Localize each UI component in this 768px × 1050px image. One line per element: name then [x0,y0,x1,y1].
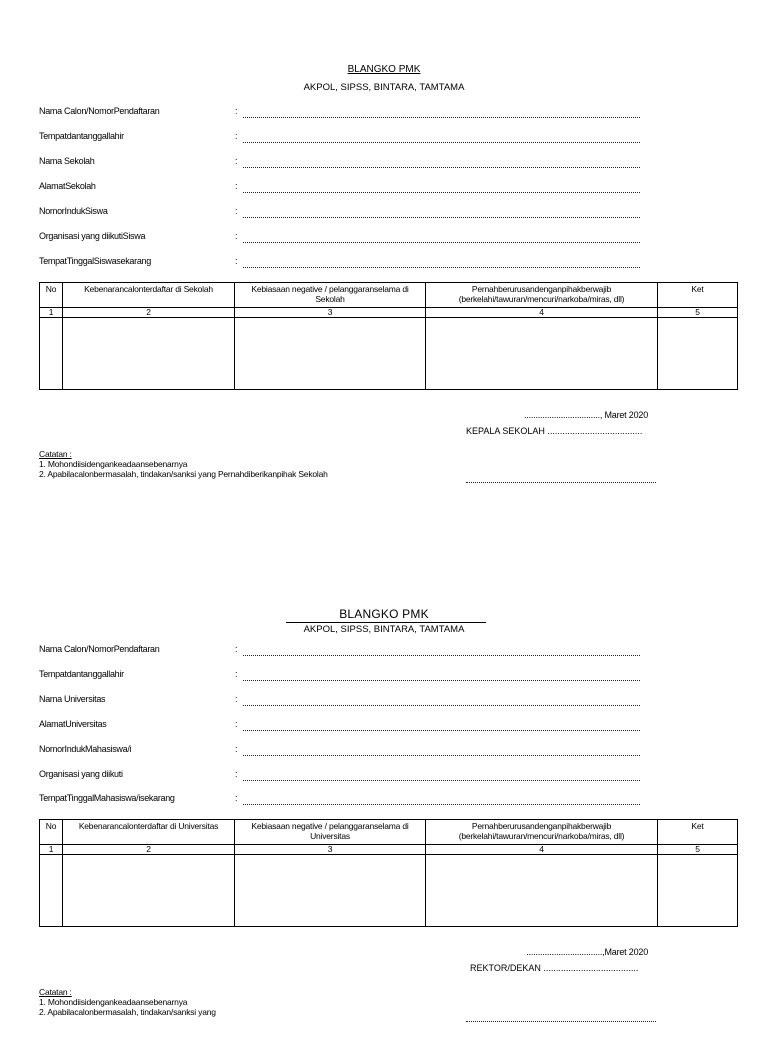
header-pernah-berurusan: Pernahberurusandenganpihakberwajib (berkelahi/tawuran/mencuri/narkoba/miras, dll) [426,283,658,308]
field-alamat-sekolah[interactable] [39,181,679,195]
column-number: 1 [40,308,63,318]
column-number: 4 [426,308,658,318]
table-cell-no[interactable] [40,318,63,390]
field-fill-line[interactable] [243,156,640,168]
table-header-row [40,820,738,845]
table-number-row [40,845,738,855]
field-nama-universitas[interactable] [39,694,679,708]
notes-heading: Catatan : [39,449,72,459]
date-line: ................................., Maret 2020 [523,410,648,420]
field-tempat-tinggal[interactable] [39,256,679,270]
table-cell-ket[interactable] [658,318,738,390]
notes [39,987,339,1017]
field-label: Nama Sekolah [39,156,95,166]
header-ket: Ket [658,820,738,845]
field-label: NomorIndukSiswa [39,206,108,216]
field-tempat-tinggal[interactable] [39,793,679,807]
note-item: 2. Apabilacalonbermasalah, tindakan/sanksi yang [39,1007,216,1017]
date-line: .................................,Maret 2020 [526,947,648,957]
field-label: Tempatdantanggallahir [39,669,124,679]
field-fill-line[interactable] [243,669,640,681]
field-nomor-induk[interactable] [39,206,679,220]
signatory-line: KEPALA SEKOLAH ...................................... [466,426,643,436]
field-colon: : [235,106,238,116]
column-number: 5 [658,308,738,318]
table-row [40,855,738,927]
signature-fill-line[interactable] [466,1012,656,1022]
form-sekolah [0,0,768,512]
header-kebiasaan: Kebiasaan negative / pelanggaranselama di Universitas [235,820,426,845]
signature-fill-line[interactable] [466,473,656,483]
column-number: 1 [40,845,63,855]
table-cell-kebiasaan[interactable] [235,318,426,390]
table-cell-kebenaran[interactable] [63,855,235,927]
field-fill-line[interactable] [243,206,640,218]
form-subtitle: AKPOL, SIPSS, BINTARA, TAMTAMA [303,82,465,93]
field-colon: : [235,644,238,654]
header-ket: Ket [658,283,738,308]
field-fill-line[interactable] [243,793,640,805]
column-number: 2 [63,308,235,318]
field-organisasi[interactable] [39,769,679,783]
table-cell-pernah-berurusan[interactable] [426,855,658,927]
field-fill-line[interactable] [243,719,640,731]
field-nama-calon[interactable] [39,644,679,658]
table-cell-no[interactable] [40,855,63,927]
field-label: Nama Calon/NomorPendaftaran [39,106,160,116]
field-colon: : [235,694,238,704]
field-label: AlamatSekolah [39,181,96,191]
field-fill-line[interactable] [243,181,640,193]
field-fill-line[interactable] [243,231,640,243]
header-kebenaran: Kebenarancalonterdaftar di Universitas [63,820,235,845]
form-subtitle: AKPOL, SIPSS, BINTARA, TAMTAMA [303,624,465,635]
title-underline [286,622,486,623]
column-number: 3 [235,845,426,855]
field-colon: : [235,793,238,803]
note-item: 2. Apabilacalonbermasalah, tindakan/sanksi yang Pernahdiberikanpihak Sekolah [39,469,328,479]
field-fill-line[interactable] [243,131,640,143]
form-title: BLANGKO PMK [339,607,429,621]
field-label: NomorIndukMahasiswa/i [39,744,132,754]
field-nama-sekolah[interactable] [39,156,679,170]
field-alamat-universitas[interactable] [39,719,679,733]
field-nama-calon[interactable] [39,106,679,120]
field-label: Nama Universitas [39,694,106,704]
field-fill-line[interactable] [243,694,640,706]
field-organisasi[interactable] [39,231,679,245]
form-title: BLANGKO PMK [347,64,421,75]
column-number: 2 [63,845,235,855]
header-no: No [40,820,63,845]
field-label: Organisasi yang diikutiSiswa [39,231,146,241]
field-colon: : [235,181,238,191]
field-tempat-tanggal-lahir[interactable] [39,131,679,145]
record-table [39,282,738,390]
table-number-row [40,308,738,318]
table-header-row [40,283,738,308]
field-colon: : [235,769,238,779]
record-table [39,819,738,927]
table-cell-kebenaran[interactable] [63,318,235,390]
header-pernah-berurusan: Pernahberurusandenganpihakberwajib (berkelahi/tawuran/mencuri/narkoba/miras, dll) [426,820,658,845]
column-number: 4 [426,845,658,855]
header-kebiasaan: Kebiasaan negative / pelanggaranselama di Sekolah [235,283,426,308]
header-no: No [40,283,63,308]
header-kebenaran: Kebenarancalonterdaftar di Sekolah [63,283,235,308]
field-colon: : [235,256,238,266]
field-label: AlamatUniversitas [39,719,107,729]
notes-heading: Catatan : [39,987,72,997]
field-label: Tempatdantanggallahir [39,131,124,141]
field-label: Nama Calon/NomorPendaftaran [39,644,160,654]
form-universitas [0,538,768,1050]
field-colon: : [235,669,238,679]
column-number: 5 [658,845,738,855]
field-fill-line[interactable] [243,644,640,656]
field-label: Organisasi yang diikuti [39,769,123,779]
table-cell-pernah-berurusan[interactable] [426,318,658,390]
field-label: TempatTinggalMahasiswa/isekarang [39,793,175,803]
field-tempat-tanggal-lahir[interactable] [39,669,679,683]
note-item: 1. Mohondiisidengankeadaansebenarnya [39,459,188,469]
field-fill-line[interactable] [243,256,640,268]
field-colon: : [235,131,238,141]
signatory-line: REKTOR/DEKAN ...................................... [470,963,639,973]
field-colon: : [235,231,238,241]
field-colon: : [235,719,238,729]
field-fill-line[interactable] [243,744,640,756]
note-item: 1. Mohondiisidengankeadaansebenarnya [39,997,188,1007]
field-colon: : [235,156,238,166]
field-colon: : [235,744,238,754]
table-cell-ket[interactable] [658,855,738,927]
column-number: 3 [235,308,426,318]
table-row [40,318,738,390]
field-label: TempatTinggalSiswasekarang [39,256,151,266]
field-nomor-induk[interactable] [39,744,679,758]
field-fill-line[interactable] [243,106,640,118]
field-fill-line[interactable] [243,769,640,781]
table-cell-kebiasaan[interactable] [235,855,426,927]
notes [39,449,339,479]
field-colon: : [235,206,238,216]
